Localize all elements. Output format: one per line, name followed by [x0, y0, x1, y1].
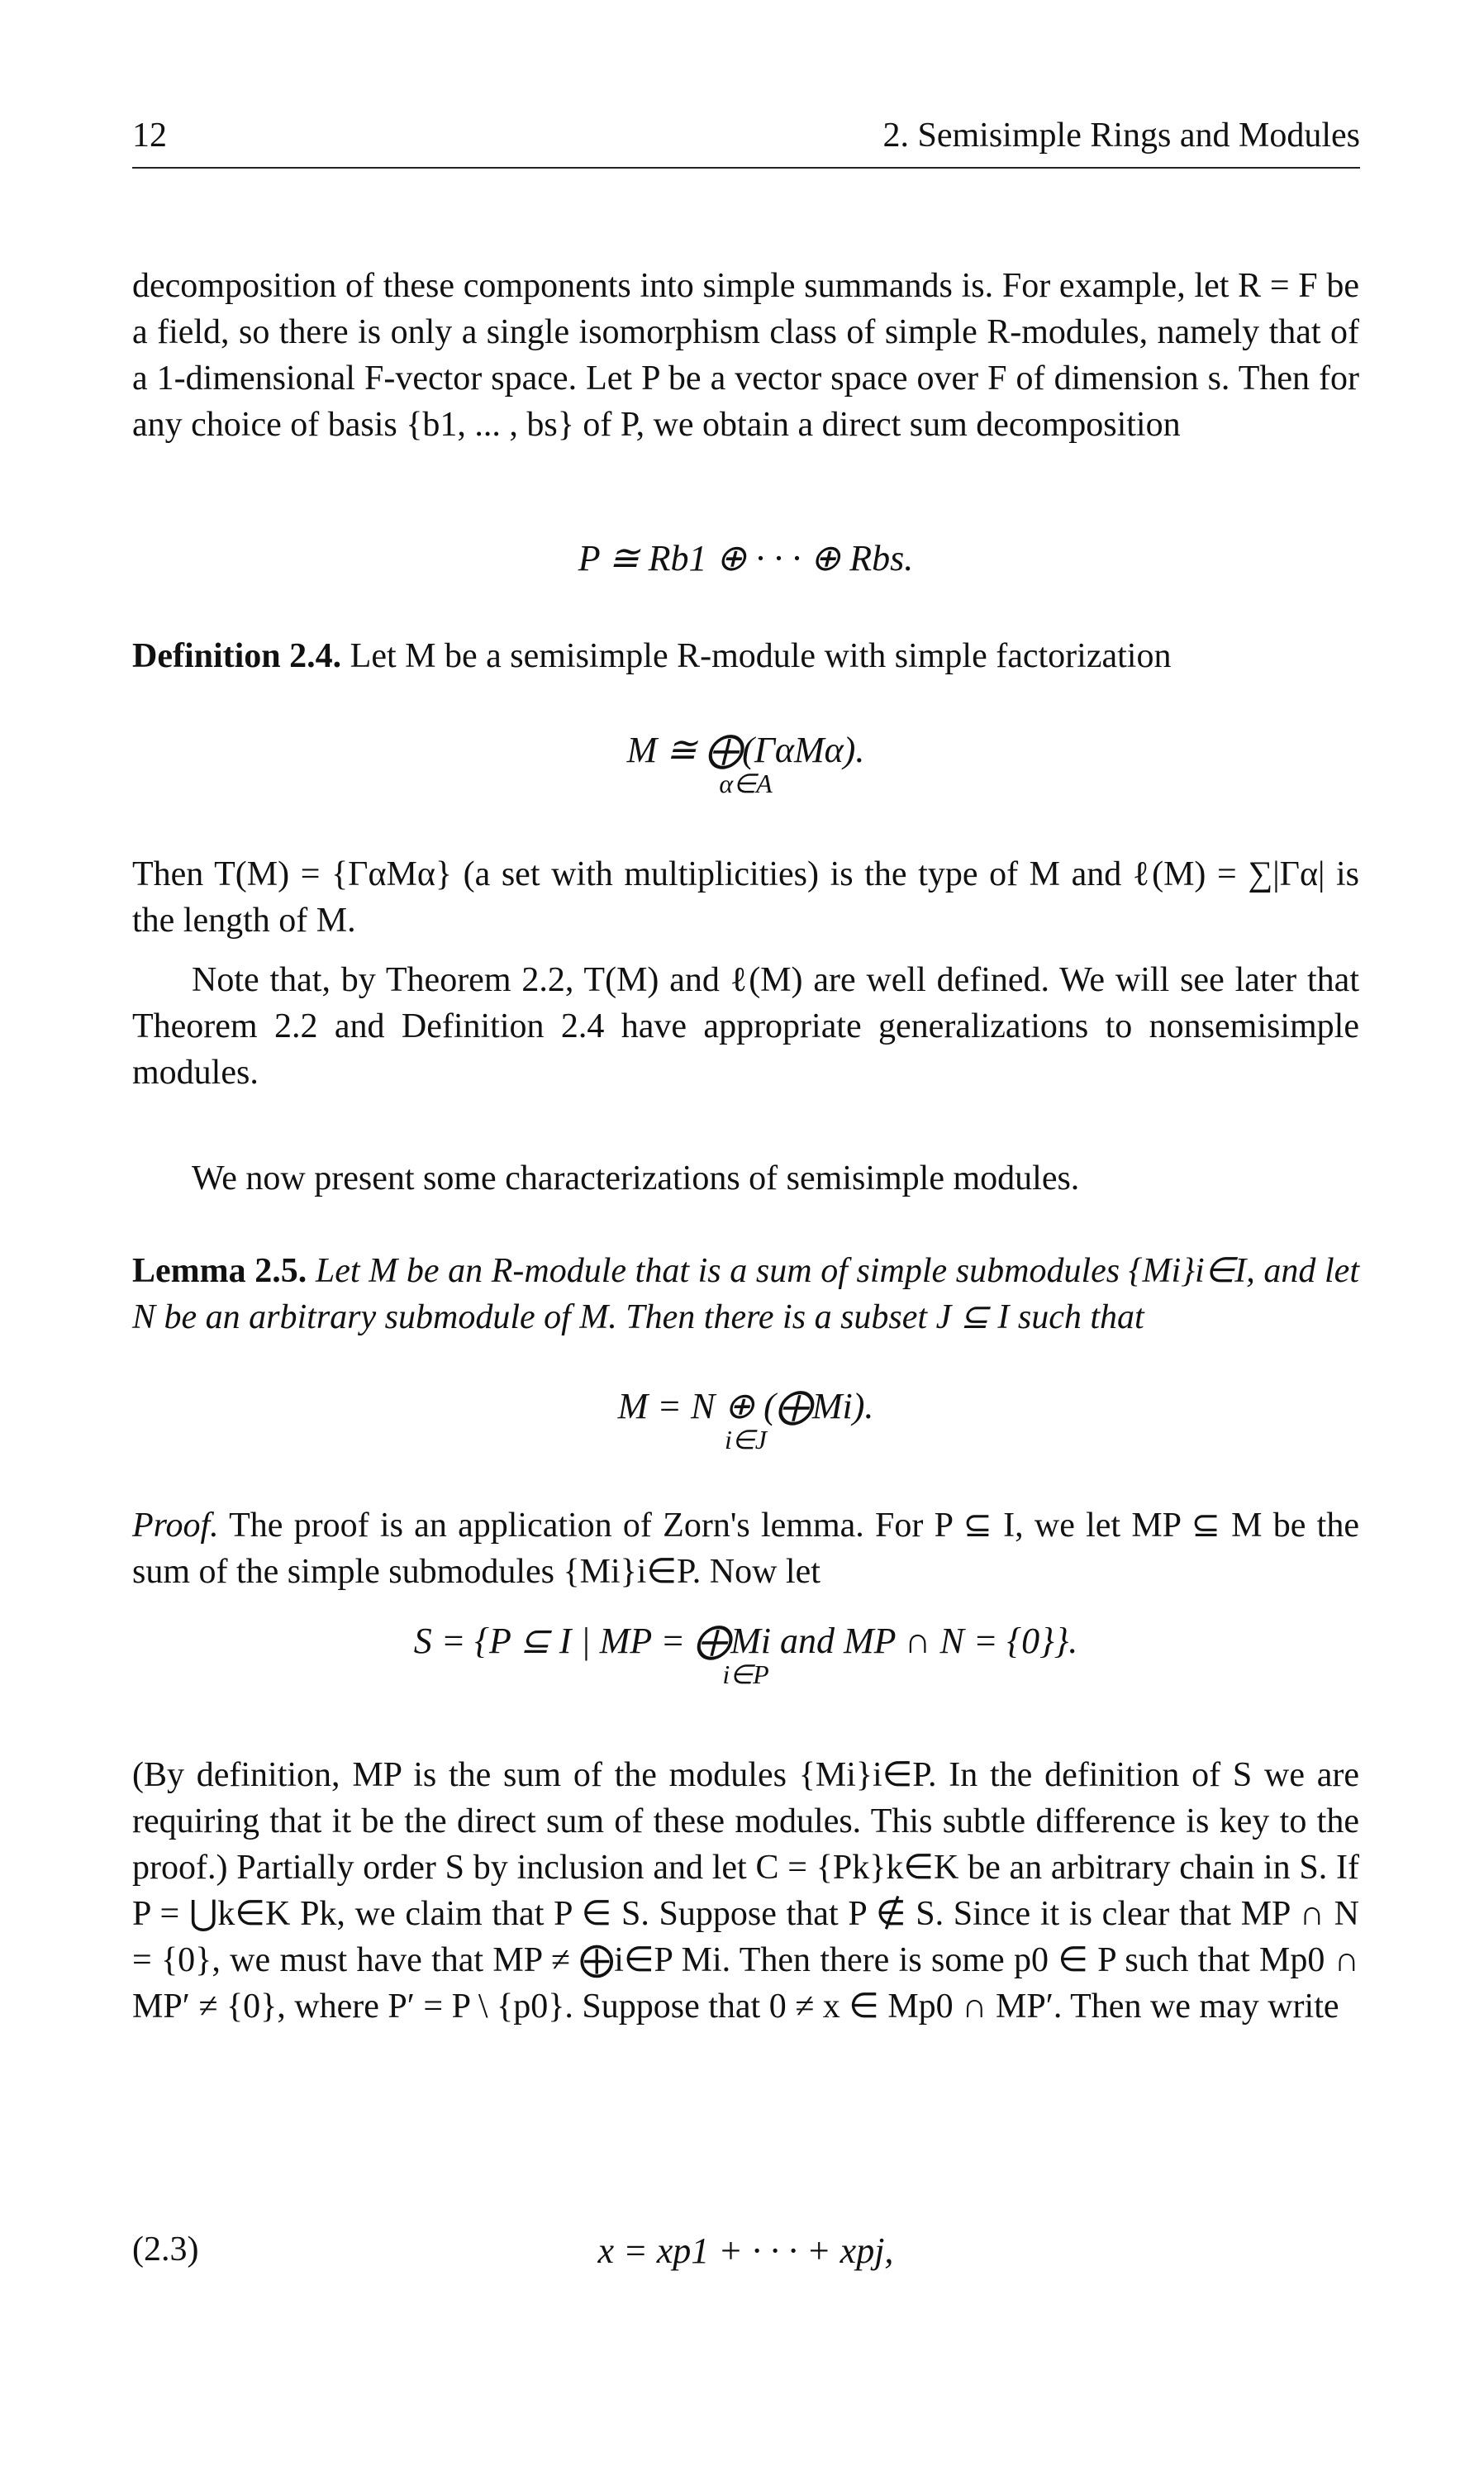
equation-subscript: α∈A	[719, 769, 773, 798]
lemma-text: Let M be an R-module that is a sum of simple submodules {Mi}i∈I, and let N be an arbitrary submodule of M. Then there is a subset J ⊆ I such that	[132, 1252, 1359, 1336]
equation-lemma-decomposition	[132, 1385, 1359, 1455]
proof-label: Proof.	[132, 1507, 219, 1545]
equation-subscript: i∈P	[722, 1659, 769, 1689]
paragraph-characterizations: We now present some characterizations of semisimple modules.	[192, 1159, 1080, 1197]
equation-number: (2.3)	[132, 2230, 199, 2268]
definition-label: Definition 2.4.	[132, 637, 342, 675]
equation-basis-decomposition: P ≅ Rb1 ⊕ · · · ⊕ Rbs.	[578, 538, 914, 578]
definition-2-4	[132, 633, 1359, 679]
equation-simple-factorization	[132, 729, 1359, 799]
equation-body: M ≅ ⨁(ΓαMα).	[626, 730, 865, 770]
equation-body: M = N ⊕ (⨁Mi).	[617, 1386, 874, 1426]
paragraph-intro: decomposition of these components into simple summands is. For example, let R = F be a field, so there is only a single isomorphism class of simple R-modules, namely that of a 1-dimensional F-vector space. Let P be a vector space over F of dimension s. Then for any choice of basis {b1, ... , bs} of P, we obtain a direct sum decomposition	[132, 267, 1359, 444]
paragraph-proof-body: (By definition, MP is the sum of the modules {Mi}i∈P. In the definition of S we are requiring that it be the direct sum of these modules. This subtle difference is key to the proof.) Partially order S by inclusion and let C = {Pk}k∈K be an arbitrary chain in S. If P = ⋃k∈K Pk, we claim that P ∈ S. Suppose that P ∉ S. Since it is clear that MP ∩ N = {0}, we must have that MP ≠ ⨁i∈P Mi. Then there is some p0 ∈ P such that Mp0 ∩ MP′ ≠ {0}, where P′ = P \ {p0}. Suppose that 0 ≠ x ∈ Mp0 ∩ MP′. Then we may write	[132, 1756, 1359, 2026]
paragraph-note: Note that, by Theorem 2.2, T(M) and ℓ(M) are well defined. We will see later that Theorem 2.2 and Definition 2.4 have appropriate generalizations to nonsemisimple modules.	[132, 961, 1359, 1092]
definition-text: Let M be a semisimple R-module with simple factorization	[350, 637, 1172, 675]
proof-text: The proof is an application of Zorn's lemma. For P ⊆ I, we let MP ⊆ M be the sum of the simple submodules {Mi}i∈P. Now let	[132, 1507, 1359, 1591]
chapter-title: 2. Semisimple Rings and Modules	[882, 117, 1360, 155]
running-header	[132, 116, 1360, 169]
lemma-label: Lemma 2.5.	[132, 1252, 307, 1290]
equation-body: S = {P ⊆ I | MP = ⨁Mi and MP ∩ N = {0}}.	[413, 1621, 1078, 1661]
equation-set-s	[132, 1620, 1359, 1690]
proof-intro	[132, 1502, 1359, 1595]
equation-x-sum: x = xp1 + · · · + xpj,	[597, 2230, 894, 2271]
equation-subscript: i∈J	[725, 1425, 767, 1454]
paragraph-type-length: Then T(M) = {ΓαMα} (a set with multiplicities) is the type of M and ℓ(M) = ∑|Γα| is the length of M.	[132, 855, 1359, 940]
lemma-2-5	[132, 1248, 1359, 1340]
page-number: 12	[132, 117, 167, 155]
